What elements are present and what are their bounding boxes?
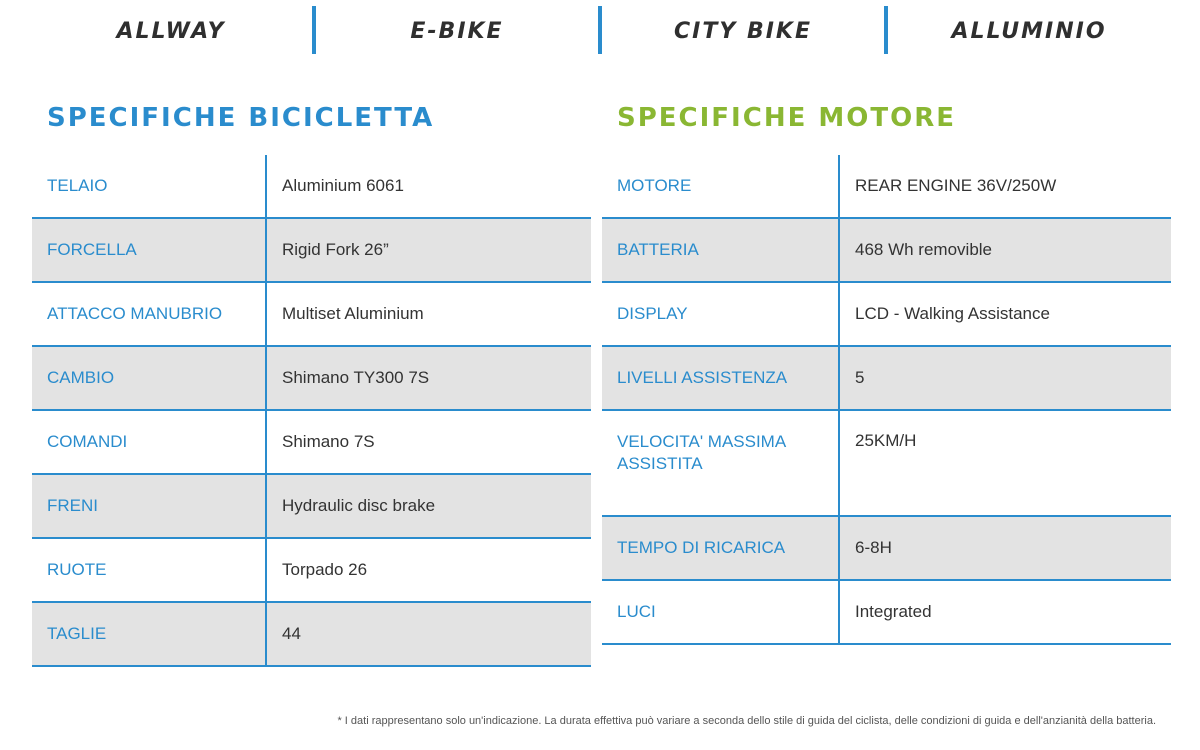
spec-label: MOTORE bbox=[602, 155, 839, 218]
spec-label: TEMPO DI RICARICA bbox=[602, 516, 839, 580]
battery-disclaimer-footnote: * I dati rappresentano solo un'indicazione. La durata effettiva può variare a seconda dello stile di guida del ciclista, delle condizioni di guida e dell'anzianità della batteria. bbox=[337, 715, 1156, 727]
table-row bbox=[602, 346, 1171, 410]
spec-label: FORCELLA bbox=[32, 218, 266, 282]
table-row bbox=[602, 282, 1171, 346]
tab-e-bike[interactable]: E-BIKE bbox=[410, 18, 504, 44]
spec-value: Shimano 7S bbox=[266, 410, 591, 474]
tab-alluminio[interactable]: ALLUMINIO bbox=[951, 18, 1107, 44]
tab-city-bike[interactable]: CITY BIKE bbox=[674, 18, 812, 44]
spec-label: RUOTE bbox=[32, 538, 266, 602]
motor-title-word1: SPECIFICHE bbox=[617, 103, 808, 133]
spec-label: TELAIO bbox=[32, 155, 266, 218]
table-row bbox=[32, 155, 591, 218]
motor-specs-title bbox=[617, 103, 956, 133]
table-row bbox=[32, 410, 591, 474]
category-tabs bbox=[30, 6, 1170, 56]
table-row bbox=[32, 602, 591, 666]
spec-label: VELOCITA' MASSIMA ASSISTITA bbox=[602, 410, 839, 516]
table-row bbox=[32, 218, 591, 282]
spec-value: 6-8H bbox=[839, 516, 1171, 580]
spec-value: 25KM/H bbox=[839, 410, 1171, 516]
table-row bbox=[32, 282, 591, 346]
spec-value: REAR ENGINE 36V/250W bbox=[839, 155, 1171, 218]
spec-value: 5 bbox=[839, 346, 1171, 410]
spec-value: Torpado 26 bbox=[266, 538, 591, 602]
spec-label: CAMBIO bbox=[32, 346, 266, 410]
spec-label: FRENI bbox=[32, 474, 266, 538]
table-row bbox=[32, 538, 591, 602]
tab-allway[interactable]: ALLWAY bbox=[116, 18, 226, 44]
table-row bbox=[602, 410, 1171, 516]
bike-specs-table bbox=[32, 155, 591, 667]
spec-value: Multiset Aluminium bbox=[266, 282, 591, 346]
spec-value: 44 bbox=[266, 602, 591, 666]
table-row bbox=[602, 218, 1171, 282]
spec-label: TAGLIE bbox=[32, 602, 266, 666]
spec-label: ATTACCO MANUBRIO bbox=[32, 282, 266, 346]
spec-label: LIVELLI ASSISTENZA bbox=[602, 346, 839, 410]
spec-label: COMANDI bbox=[32, 410, 266, 474]
spec-value: 468 Wh removible bbox=[839, 218, 1171, 282]
table-row bbox=[602, 580, 1171, 644]
motor-title-word2: MOTORE bbox=[818, 103, 957, 133]
spec-label: LUCI bbox=[602, 580, 839, 644]
table-row bbox=[32, 474, 591, 538]
table-row bbox=[32, 346, 591, 410]
spec-label: DISPLAY bbox=[602, 282, 839, 346]
spec-value: Integrated bbox=[839, 580, 1171, 644]
spec-value: Shimano TY300 7S bbox=[266, 346, 591, 410]
spec-value: LCD - Walking Assistance bbox=[839, 282, 1171, 346]
table-row bbox=[602, 516, 1171, 580]
spec-value: Rigid Fork 26” bbox=[266, 218, 591, 282]
spec-value: Aluminium 6061 bbox=[266, 155, 591, 218]
table-row bbox=[602, 155, 1171, 218]
spec-value: Hydraulic disc brake bbox=[266, 474, 591, 538]
spec-label: BATTERIA bbox=[602, 218, 839, 282]
bike-specs-title: SPECIFICHE BICICLETTA bbox=[47, 103, 435, 133]
motor-specs-table bbox=[602, 155, 1171, 645]
